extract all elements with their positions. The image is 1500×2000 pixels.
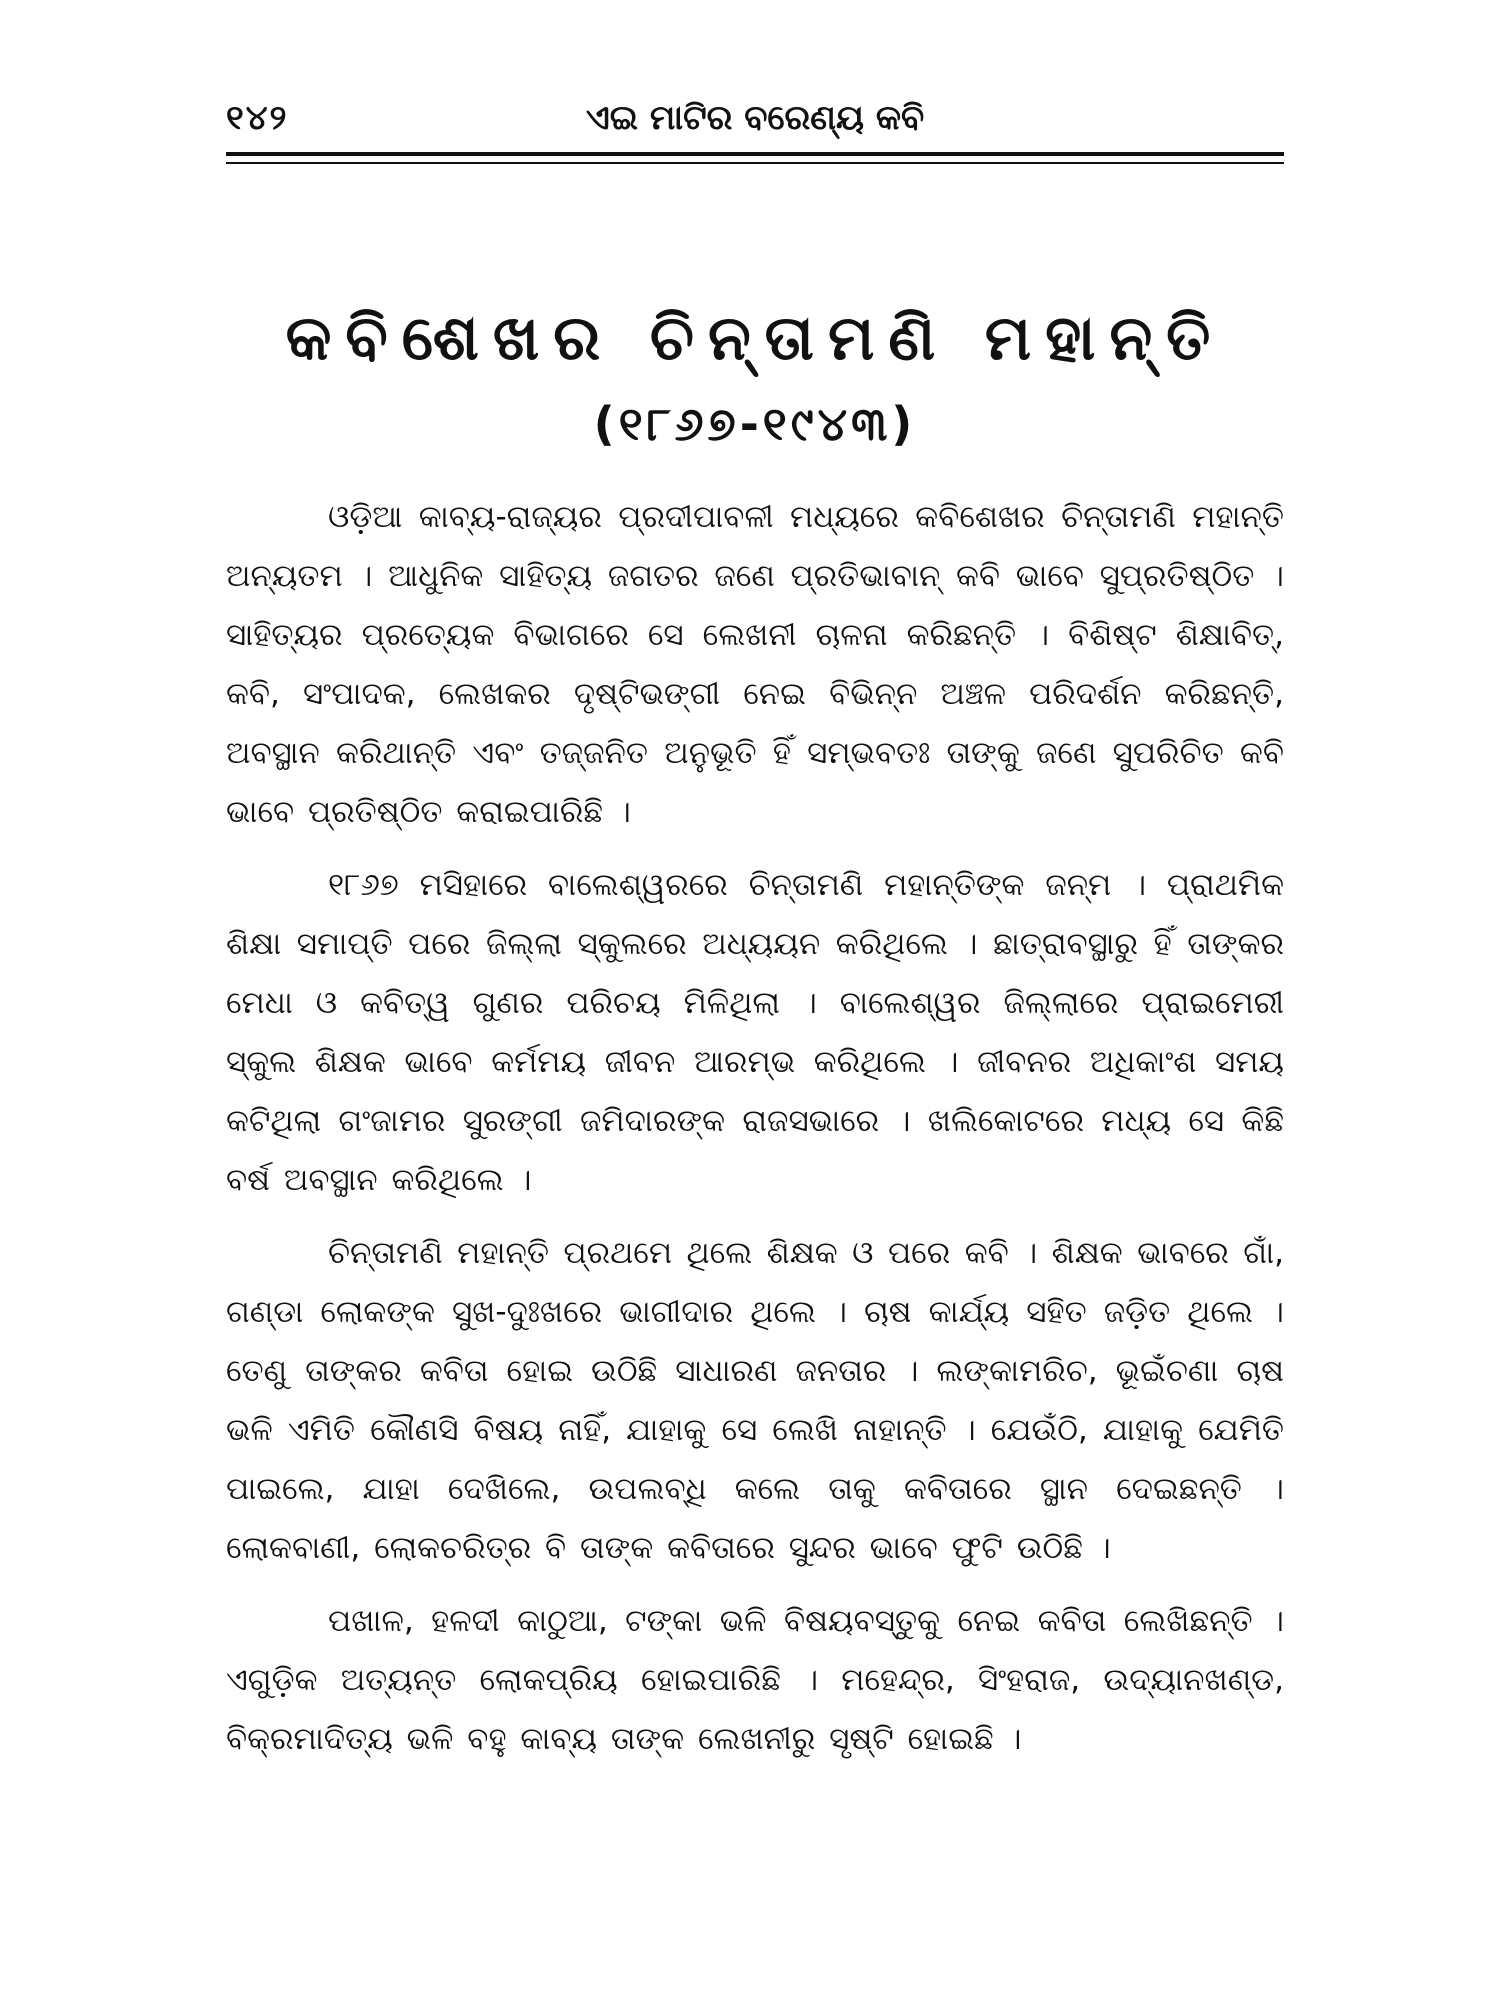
page-number: ୧୪୨ [226, 98, 289, 138]
running-title: ଏଇ ମାଟିର ବରେଣ୍ୟ କବି [585, 98, 925, 138]
paragraph-4: ପଖାଳ, ହଳଦୀ କାଠୁଆ, ଟଙ୍କା ଭଳି ବିଷୟବସ୍ତୁକୁ ନେଇ କବିତା ଲେଖିଛନ୍ତି । ଏଗୁଡ଼ିକ ଅତ୍ୟନ୍ତ ଲୋକପ୍ରିୟ ହୋଇପାରିଛି । ମହେନ୍ଦ୍ର, ସିଂହରାଜ, ଉଦ୍ୟାନଖଣ୍ଡ, ବିକ୍ରମାଦିତ୍ୟ ଭଳି ବହୁ କାବ୍ୟ ତାଙ୍କ ଲେଖନୀରୁ ସୃଷ୍ଟି ହୋଇଛି । [226, 1603, 1284, 1757]
chapter-years: (୧୮୬୭-୧୯୪୩) [593, 397, 917, 451]
paragraph-3: ଚିନ୍ତାମଣି ମହାନ୍ତି ପ୍ରଥମେ ଥିଲେ ଶିକ୍ଷକ ଓ ପରେ କବି । ଶିକ୍ଷକ ଭାବରେ ଗାଁ, ଗଣ୍ଡା ଲୋକଙ୍କ ସୁଖ-ଦୁଃଖରେ ଭାଗୀଦାର ଥିଲେ । ଚାଷ କାର୍ଯ୍ୟ ସହିତ ଜଡ଼ିତ ଥିଲେ । ତେଣୁ ତାଙ୍କର କବିତା ହୋଇ ଉଠିଛି ସାଧାରଣ ଜନତାର । ଲଙ୍କାମରିଚ, ଭୂଇଁଚଣା ଚାଷ ଭଳି ଏମିତି କୌଣସି ବିଷୟ ନାହିଁ, ଯାହାକୁ ସେ ଲେଖି ନାହାନ୍ତି । ଯେଉଁଠି, ଯାହାକୁ ଯେମିତି ପାଇଲେ, ଯାହା ଦେଖିଲେ, ଉପଲବ୍ଧି କଲେ ତାକୁ କବିତାରେ ସ୍ଥାନ ଦେଇଛନ୍ତି । ଲୋକବାଣୀ, ଲୋକଚରିତ୍ର ବି ତାଙ୍କ କବିତାରେ ସୁନ୍ଦର ଭାବେ ଫୁଟି ଉଠିଛି । [226, 1235, 1284, 1566]
running-header [226, 98, 1284, 150]
paragraph-1: ଓଡ଼ିଆ କାବ୍ୟ-ରାଜ୍ୟର ପ୍ରଦୀପାବଳୀ ମଧ୍ୟରେ କବିଶେଖର ଚିନ୍ତାମଣି ମହାନ୍ତି ଅନ୍ୟତମ । ଆଧୁନିକ ସାହିତ୍ୟ ଜଗତର ଜଣେ ପ୍ରତିଭାବାନ୍ କବି ଭାବେ ସୁପ୍ରତିଷ୍ଠିତ । ସାହିତ୍ୟର ପ୍ରତ୍ୟେକ ବିଭାଗରେ ସେ ଲେଖନୀ ଚାଳନା କରିଛନ୍ତି । ବିଶିଷ୍ଟ ଶିକ୍ଷାବିତ୍, କବି, ସଂପାଦକ, ଲେଖକର ଦୃଷ୍ଟିଭଙ୍ଗୀ ନେଇ ବିଭିନ୍ନ ଅଞ୍ଚଳ ପରିଦର୍ଶନ କରିଛନ୍ତି, ଅବସ୍ଥାନ କରିଥାନ୍ତି ଏବଂ ତଜ୍ଜନିତ ଅନୁଭୂତି ହିଁ ସମ୍ଭବତଃ ତାଙ୍କୁ ଜଣେ ସୁପରିଚିତ କବି ଭାବେ ପ୍ରତିଷ୍ଠିତ କରାଇପାରିଛି । [226, 499, 1284, 830]
header-rule-thick [226, 152, 1284, 156]
header-rule-thin [226, 162, 1284, 164]
paragraph-2: ୧୮୬୭ ମସିହାରେ ବାଲେଶ୍ୱରରେ ଚିନ୍ତାମଣି ମହାନ୍ତିଙ୍କ ଜନ୍ମ । ପ୍ରାଥମିକ ଶିକ୍ଷା ସମାପ୍ତି ପରେ ଜିଲ୍ଲା ସ୍କୁଲରେ ଅଧ୍ୟୟନ କରିଥିଲେ । ଛାତ୍ରାବସ୍ଥାରୁ ହିଁ ତାଙ୍କର ମେଧା ଓ କବିତ୍ୱ ଗୁଣର ପରିଚୟ ମିଳିଥିଲା । ବାଲେଶ୍ୱର ଜିଲ୍ଲାରେ ପ୍ରାଇମେରୀ ସ୍କୁଲ ଶିକ୍ଷକ ଭାବେ କର୍ମମୟ ଜୀବନ ଆରମ୍ଭ କରିଥିଲେ । ଜୀବନର ଅଧିକାଂଶ ସମୟ କଟିଥିଲା ଗଂଜାମର ସୁରଙ୍ଗୀ ଜମିଦାରଙ୍କ ରାଜସଭାରେ । ଖଲିକୋଟରେ ମଧ୍ୟ ସେ କିଛି ବର୍ଷ ଅବସ୍ଥାନ କରିଥିଲେ । [226, 867, 1284, 1198]
chapter-title: କବିଶେଖର ଚିନ୍ତାମଣି ମହାନ୍ତି [285, 301, 1225, 374]
body-text [226, 488, 1284, 1783]
